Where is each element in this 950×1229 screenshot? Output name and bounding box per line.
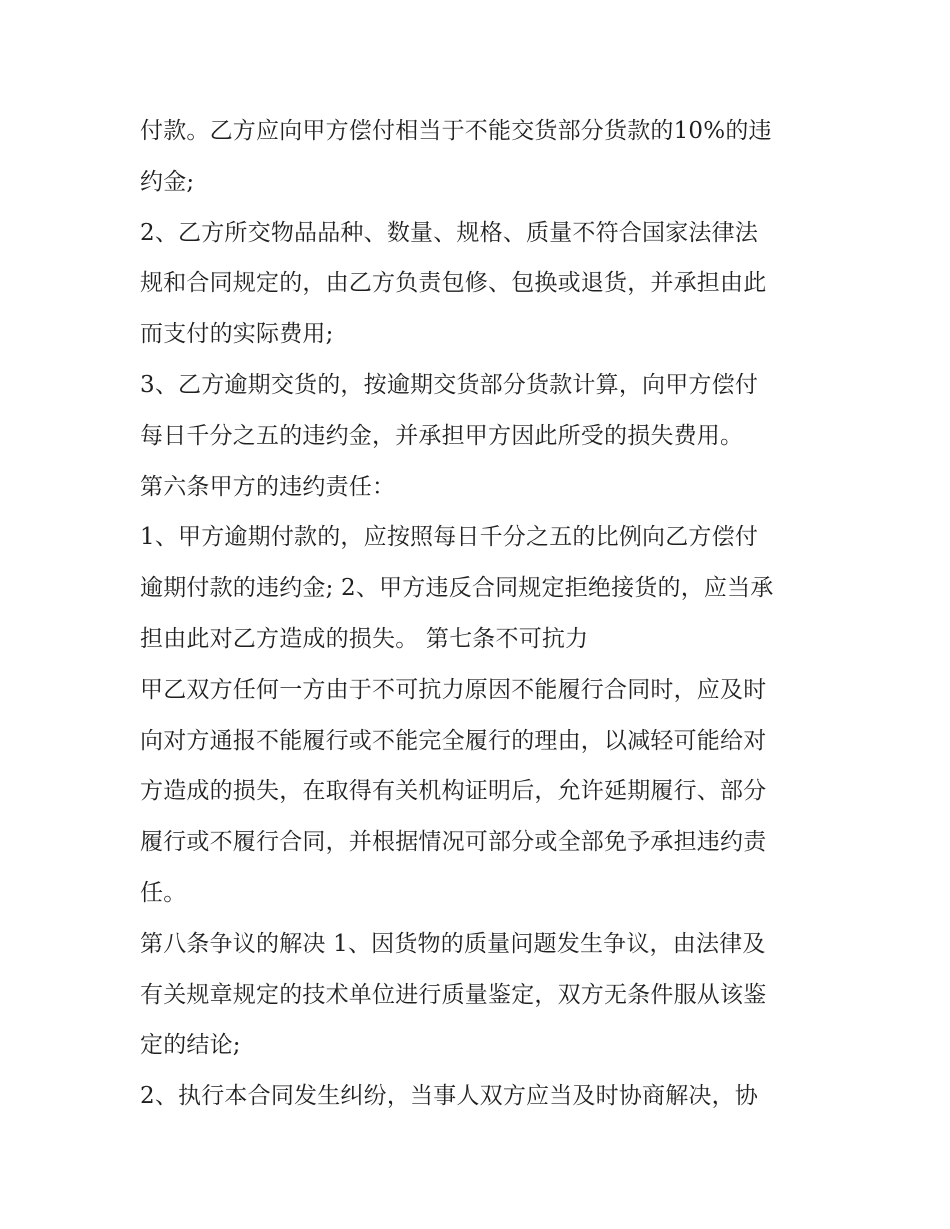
text-line: 担由此对乙方造成的损失。 第七条不可抗力 — [140, 625, 589, 652]
text-line: 任。 — [140, 879, 187, 906]
text-line: 规和合同规定的，由乙方负责包修、包换或退货，并承担由此 — [140, 270, 767, 297]
text-line: 第八条争议的解决 1、因货物的质量问题发生争议，由法律及 — [140, 930, 766, 957]
text-line: 履行或不履行合同，并根据情况可部分或全部免予承担违约责 — [140, 829, 767, 856]
text-line: 定的结论; — [140, 1032, 241, 1059]
text-line: 3、乙方逾期交货的，按逾期交货部分货款计算，向甲方偿付 — [140, 371, 759, 398]
text-line: 方造成的损失，在取得有关机构证明后，允许延期履行、部分 — [140, 778, 767, 805]
text-line: 付款。乙方应向甲方偿付相当于不能交货部分货款的10%的违 — [140, 118, 772, 144]
document-body — [140, 106, 820, 1122]
text-line: 约金; — [140, 168, 195, 195]
text-line: 逾期付款的违约金; 2、甲方违反合同规定拒绝接货的，应当承 — [140, 575, 774, 602]
text-line: 甲乙双方任何一方由于不可抗力原因不能履行合同时，应及时 — [140, 676, 767, 703]
text-line: 每日千分之五的违约金，并承担甲方因此所受的损失费用。 — [140, 422, 744, 449]
text-line: 有关规章规定的技术单位进行质量鉴定，双方无条件服从该鉴 — [140, 981, 767, 1008]
text-line: 1、甲方逾期付款的，应按照每日千分之五的比例向乙方偿付 — [140, 524, 759, 551]
section-heading: 第六条甲方的违约责任： — [140, 473, 396, 500]
text-line: 向对方通报不能履行或不能完全履行的理由，以减轻可能给对 — [140, 727, 767, 754]
text-line: 而支付的实际费用; — [140, 321, 334, 348]
text-line: 2、乙方所交物品品种、数量、规格、质量不符合国家法律法 — [140, 219, 759, 246]
text-line: 2、执行本合同发生纠纷，当事人双方应当及时协商解决，协 — [140, 1083, 759, 1110]
